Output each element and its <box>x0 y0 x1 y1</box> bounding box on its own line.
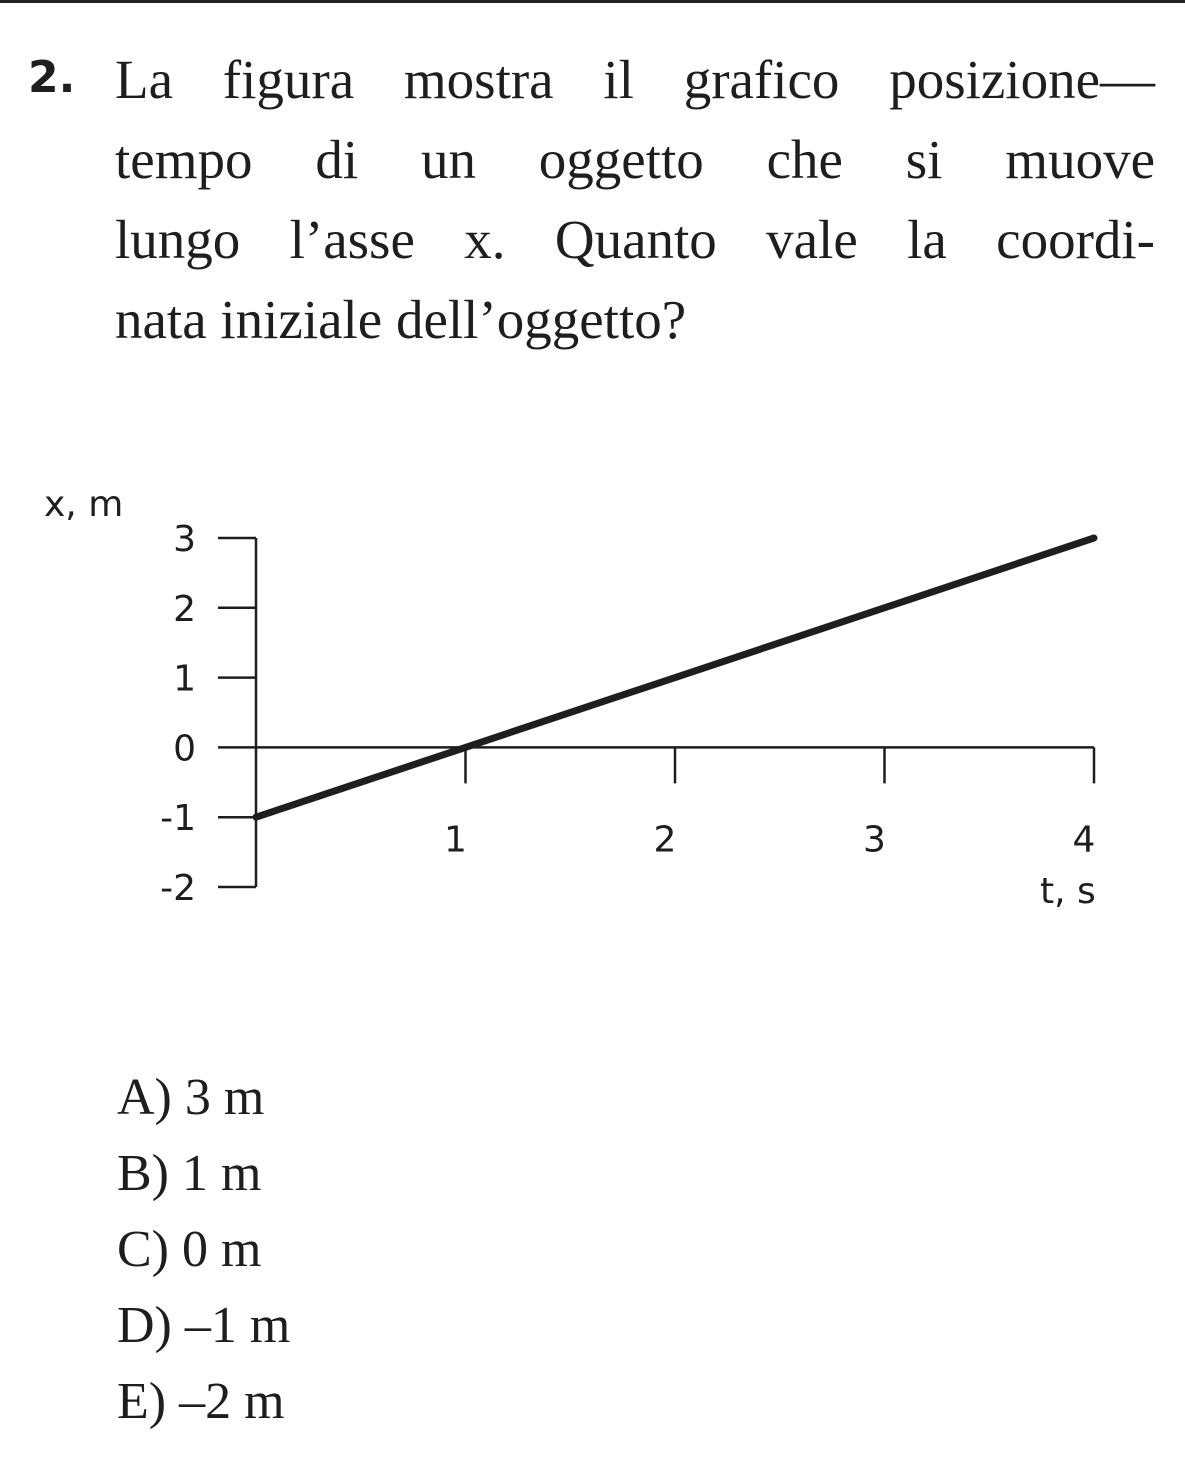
answer-option-d[interactable] <box>117 1288 290 1364</box>
y-tick-label: 2 <box>173 588 196 630</box>
answer-list <box>117 1060 290 1440</box>
y-tick-label: -1 <box>160 798 196 840</box>
answer-text: –2 m <box>179 1373 285 1430</box>
answer-letter: E) <box>117 1373 167 1430</box>
answer-option-a[interactable] <box>117 1060 290 1136</box>
question-number: 2. <box>28 52 76 103</box>
answer-text: –1 m <box>184 1297 291 1354</box>
question-line: nata iniziale dell’oggetto? <box>115 289 687 350</box>
x-axis <box>256 747 1095 860</box>
y-axis <box>160 519 256 909</box>
question-line: La figura mostra il grafico posizione— <box>115 49 1155 110</box>
answer-letter: C) <box>117 1221 169 1278</box>
top-rule <box>0 0 1185 3</box>
answer-letter: A) <box>117 1069 172 1126</box>
answer-option-b[interactable] <box>117 1136 290 1212</box>
x-tick-label: 4 <box>1072 819 1096 861</box>
answer-option-c[interactable] <box>117 1212 290 1288</box>
question-text <box>115 40 1155 360</box>
x-tick-label: 3 <box>863 819 886 861</box>
answer-text: 0 m <box>182 1221 262 1278</box>
y-tick-label: 1 <box>173 658 196 700</box>
answer-letter: B) <box>117 1145 169 1202</box>
x-axis-label: t, s <box>1040 871 1096 912</box>
question-line: lungo l’asse x. Quanto vale la coordi- <box>115 209 1155 270</box>
y-tick-label: 0 <box>173 728 196 770</box>
question-line: tempo di un oggetto che si muove <box>115 129 1155 190</box>
answer-option-e[interactable] <box>117 1364 290 1440</box>
answer-text: 1 m <box>182 1145 262 1202</box>
position-time-chart <box>0 470 1185 940</box>
answer-letter: D) <box>117 1297 172 1354</box>
y-tick-label: 3 <box>173 519 196 560</box>
x-tick-label: 2 <box>653 819 677 861</box>
answer-text: 3 m <box>184 1069 265 1126</box>
y-tick-label: -2 <box>160 868 196 909</box>
x-tick-label: 1 <box>444 819 467 861</box>
y-axis-label: x, m <box>44 484 124 525</box>
